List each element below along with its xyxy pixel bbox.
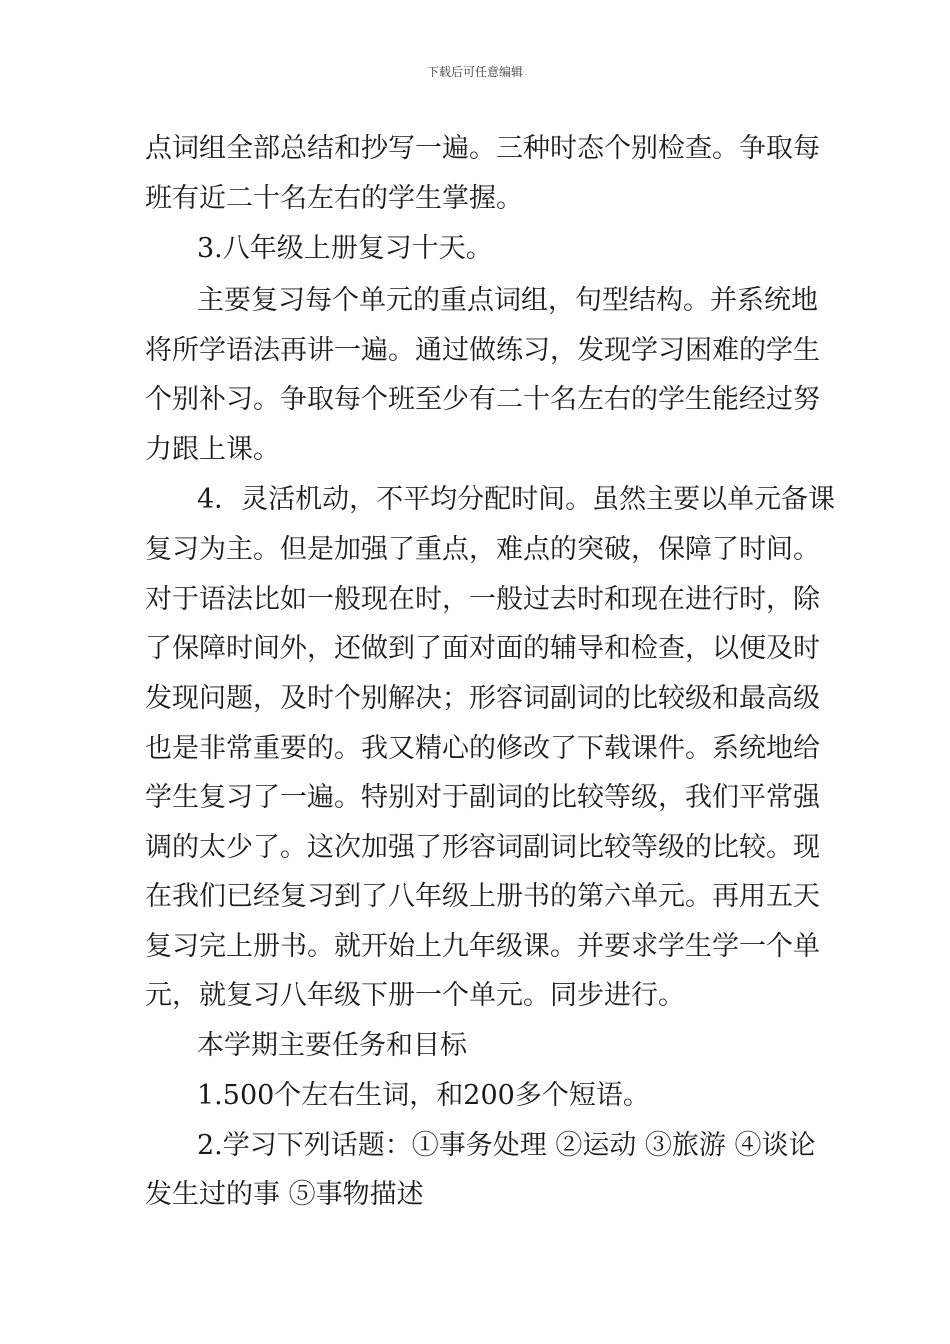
- body-line: 本学期主要任务和目标: [197, 1030, 467, 1061]
- body-line: 3.八年级上册复习十天。: [197, 233, 493, 264]
- body-line: 对于语法比如一般现在时，一般过去时和现在进行时，除: [145, 584, 820, 615]
- body-line: 将所学语法再讲一遍。通过做练习，发现学习困难的学生: [145, 335, 820, 366]
- body-line: 2.学习下列话题：①事务处理 ②运动 ③旅游 ④谈论: [197, 1130, 816, 1161]
- body-line: 了保障时间外，还做到了面对面的辅导和检查，以便及时: [145, 633, 820, 664]
- body-line: 班有近二十名左右的学生掌握。: [145, 183, 523, 214]
- body-line: 点词组全部总结和抄写一遍。三种时态个别检查。争取每: [145, 133, 820, 164]
- body-line: 复习为主。但是加强了重点，难点的突破，保障了时间。: [145, 534, 820, 565]
- page-header: 下载后可任意编辑: [426, 65, 523, 79]
- body-line: 也是非常重要的。我又精心的修改了下载课件。系统地给: [145, 733, 820, 764]
- body-line: 学生复习了一遍。特别对于副词的比较等级，我们平常强: [145, 782, 820, 813]
- body-line: 在我们已经复习到了八年级上册书的第六单元。再用五天: [145, 881, 820, 912]
- body-line: 复习完上册书。就开始上九年级课。并要求学生学一个单: [145, 931, 820, 962]
- body-line: 1.500个左右生词，和200多个短语。: [197, 1080, 650, 1111]
- body-line: 4．灵活机动，不平均分配时间。虽然主要以单元备课: [197, 484, 836, 515]
- body-line: 发现问题，及时个别解决；形容词副词的比较级和最高级: [145, 683, 820, 714]
- body-line: 调的太少了。这次加强了形容词副词比较等级的比较。现: [145, 832, 820, 863]
- body-line: 个别补习。争取每个班至少有二十名左右的学生能经过努: [145, 384, 820, 415]
- body-line: 元，就复习八年级下册一个单元。同步进行。: [145, 980, 685, 1011]
- body-line: 主要复习每个单元的重点词组，句型结构。并系统地: [197, 285, 818, 316]
- body-line: 力跟上课。: [145, 434, 280, 465]
- body-line: 发生过的事 ⑤事物描述: [145, 1179, 424, 1210]
